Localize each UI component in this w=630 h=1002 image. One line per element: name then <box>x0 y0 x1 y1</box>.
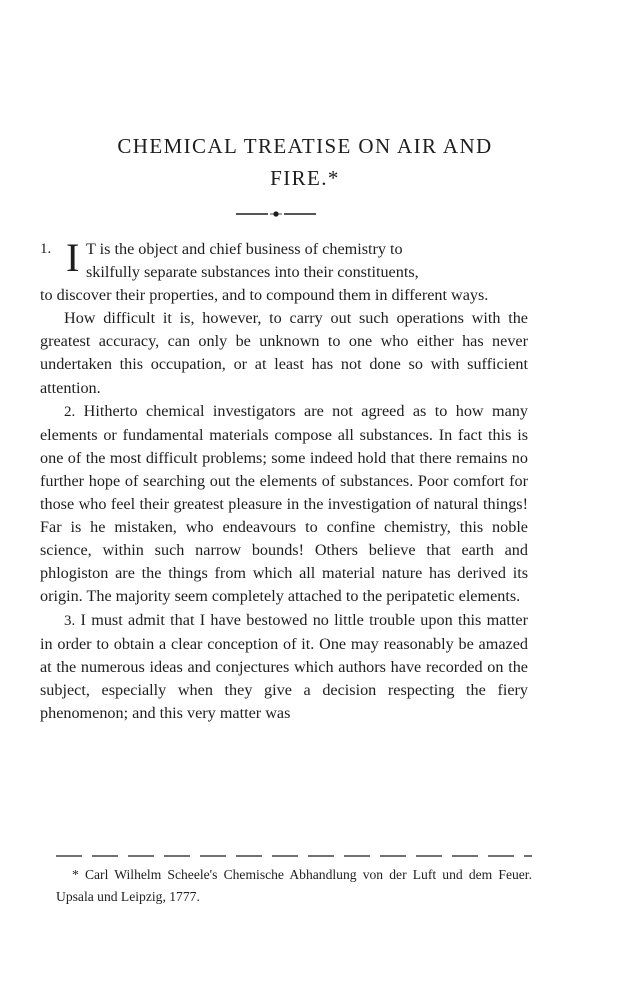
section-1 <box>40 235 528 307</box>
dash-ornament-icon <box>236 207 316 221</box>
section-number-3: 3. <box>64 612 76 629</box>
section-number-2: 2. <box>64 403 76 420</box>
chapter-title-line-1: CHEMICAL TREATISE ON AIR AND <box>117 134 493 158</box>
section-3-text: I must admit that I have bestowed no little trouble upon this matter in order to obtain a clear conception of it. One may reasonably be amazed at the numerous ideas and conjectures which authors have recorded on the subject, especially when they give a decision respecting the fiery phenomenon; and this very matter was <box>40 610 528 722</box>
section-3 <box>40 609 528 725</box>
footnote-text: * Carl Wilhelm Scheele's Chemische Abhandlung von der Luft und dem Feuer. Upsala und Leipzig, 1777. <box>56 867 532 904</box>
section-2 <box>40 400 528 609</box>
drop-cap: I <box>66 235 80 280</box>
section-number-1: 1. <box>40 241 52 257</box>
paragraph-2: How difficult it is, however, to carry out such operations with the greatest accuracy, can only be unknown to one who either has never undertaken this occupation, or at least has not done so with sufficient attention. <box>40 309 528 397</box>
footnote-rule <box>56 852 532 860</box>
chapter-title-line-2: FIRE.* <box>270 166 340 190</box>
section-1-rest: to discover their properties, and to compound them in different ways. <box>40 286 489 305</box>
section-1-line-2: skilfully separate substances into their constituents, <box>86 263 419 282</box>
chapter-title <box>40 130 570 194</box>
body-text <box>40 235 528 725</box>
section-2-text: Hitherto chemical investigators are not agreed as to how many elements or fundamental materials compose all substances. In fact this is one of the most difficult problems; some indeed hold that there remains no further hope of searching out the elements of substances. Poor comfort for those who feel their greatest pleasure in the investigation of natural things! Far is he mistaken, who endeavours to confine chemistry, this noble science, within such narrow bounds! Others believe that earth and phlogiston are the things from which all material nature has derived its origin. The majority seem completely attached to the peripatetic elements. <box>40 401 528 606</box>
footnote <box>56 864 532 908</box>
section-1-line-1: T is the object and chief business of chemistry to <box>86 240 403 258</box>
